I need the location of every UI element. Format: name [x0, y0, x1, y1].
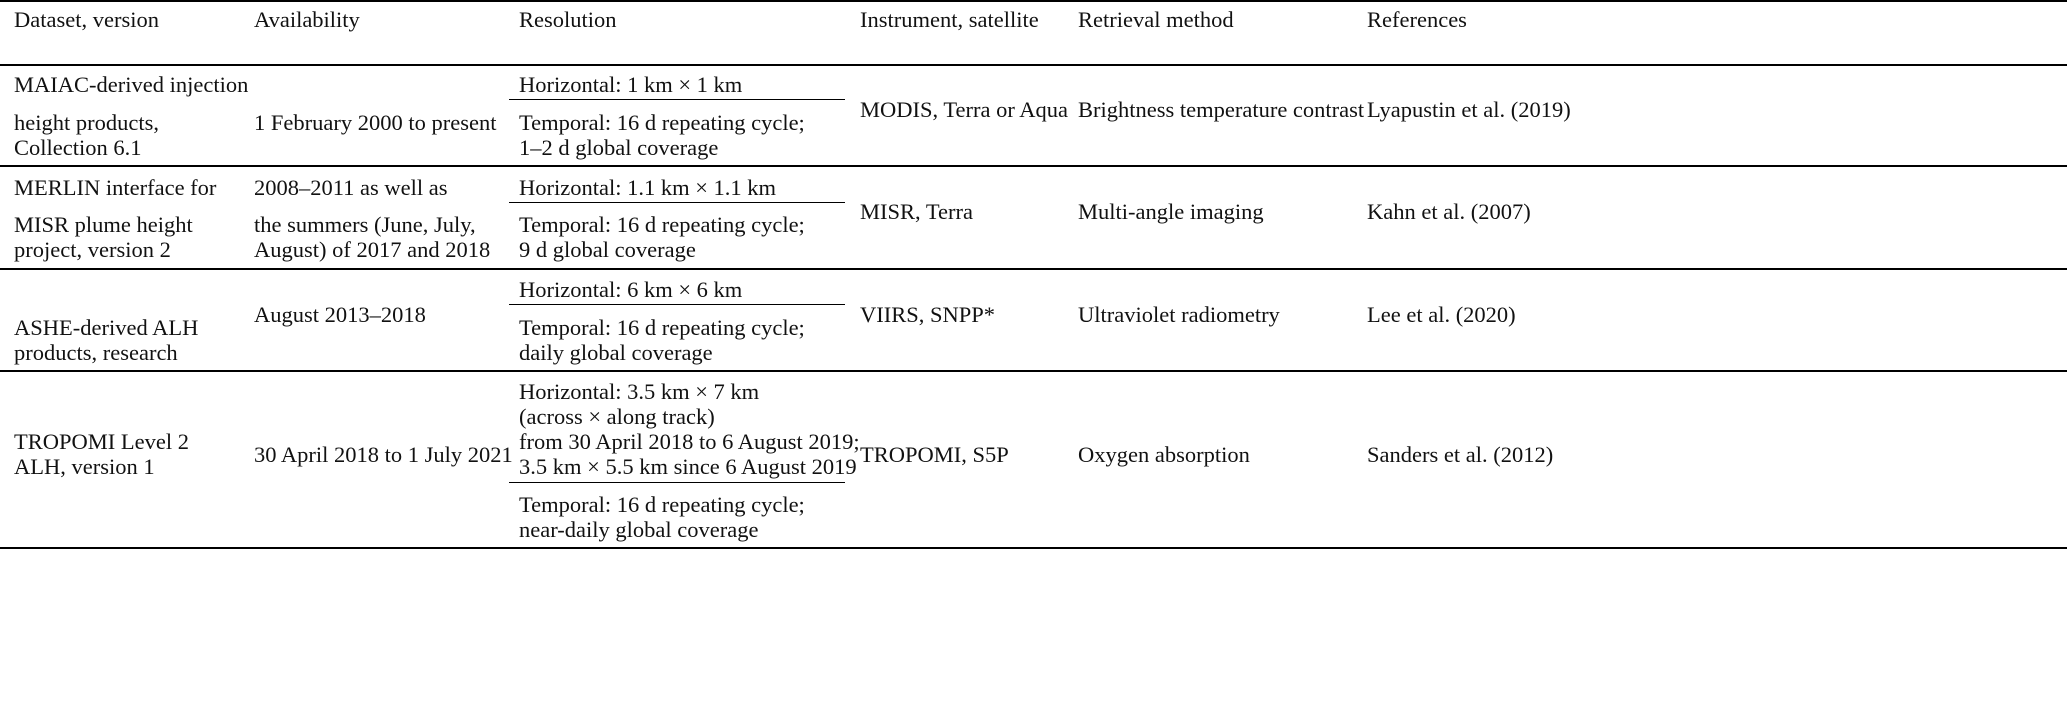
temporal-resolution: Temporal: 16 d repeating cycle;: [519, 492, 805, 517]
temporal-resolution: Temporal: 16 d repeating cycle;: [519, 110, 805, 135]
horizontal-resolution: Horizontal: 1 km × 1 km: [519, 72, 743, 97]
instrument-cell: VIIRS, SNPP*: [860, 302, 996, 327]
reference-cell: Lyapustin et al. (2019): [1367, 97, 1571, 122]
temporal-resolution: Temporal: 16 d repeating cycle;: [519, 212, 805, 237]
method-cell: Multi-angle imaging: [1078, 199, 1264, 224]
temporal-resolution: daily global coverage: [519, 340, 713, 365]
horizontal-resolution: from 30 April 2018 to 6 August 2019;: [519, 429, 860, 454]
row-rule: [0, 370, 2067, 372]
dataset-line: Collection 6.1: [14, 135, 142, 160]
horizontal-resolution: (across × along track): [519, 404, 715, 429]
row-rule: [0, 268, 2067, 270]
resolution-divider: [509, 202, 845, 203]
temporal-resolution: near-daily global coverage: [519, 517, 759, 542]
header-instrument: Instrument, satellite: [860, 7, 1039, 32]
availability-line: August) of 2017 and 2018: [254, 237, 491, 262]
instrument-cell: MODIS, Terra or Aqua: [860, 97, 1068, 122]
instrument-cell: TROPOMI, S5P: [860, 442, 1009, 467]
dataset-line: MISR plume height: [14, 212, 193, 237]
horizontal-resolution: Horizontal: 1.1 km × 1.1 km: [519, 175, 777, 200]
resolution-divider: [509, 99, 845, 100]
dataset-line: TROPOMI Level 2: [14, 429, 189, 454]
header-references: References: [1367, 7, 1467, 32]
availability-line: 1 February 2000 to present: [254, 110, 497, 135]
resolution-divider: [509, 304, 845, 305]
method-cell: Brightness temperature contrast: [1078, 97, 1365, 122]
availability-line: August 2013–2018: [254, 302, 426, 327]
reference-cell: Kahn et al. (2007): [1367, 199, 1531, 224]
availability-line: 2008–2011 as well as: [254, 175, 448, 200]
dataset-line: MAIAC-derived injection: [14, 72, 249, 97]
header-method: Retrieval method: [1078, 7, 1234, 32]
reference-cell: Sanders et al. (2012): [1367, 442, 1554, 467]
header-resolution: Resolution: [519, 7, 617, 32]
header-rule: [0, 64, 2067, 66]
row-rule: [0, 165, 2067, 167]
reference-cell: Lee et al. (2020): [1367, 302, 1516, 327]
table-bottom-rule: [0, 547, 2067, 549]
temporal-resolution: Temporal: 16 d repeating cycle;: [519, 315, 805, 340]
dataset-line: MERLIN interface for: [14, 175, 217, 200]
horizontal-resolution: Horizontal: 3.5 km × 7 km: [519, 379, 760, 404]
resolution-divider: [509, 482, 845, 483]
dataset-line: project, version 2: [14, 237, 171, 262]
dataset-line: ASHE-derived ALH: [14, 315, 199, 340]
method-cell: Ultraviolet radiometry: [1078, 302, 1280, 327]
method-cell: Oxygen absorption: [1078, 442, 1250, 467]
temporal-resolution: 1–2 d global coverage: [519, 135, 719, 160]
table-top-rule: [0, 0, 2067, 2]
horizontal-resolution: 3.5 km × 5.5 km since 6 August 2019: [519, 454, 857, 479]
availability-line: 30 April 2018 to 1 July 2021: [254, 442, 513, 467]
horizontal-resolution: Horizontal: 6 km × 6 km: [519, 277, 743, 302]
dataset-line: products, research: [14, 340, 178, 365]
header-dataset: Dataset, version: [14, 7, 159, 32]
dataset-line: height products,: [14, 110, 159, 135]
dataset-line: ALH, version 1: [14, 454, 155, 479]
instrument-cell: MISR, Terra: [860, 199, 973, 224]
temporal-resolution: 9 d global coverage: [519, 237, 696, 262]
availability-line: the summers (June, July,: [254, 212, 476, 237]
header-availability: Availability: [254, 7, 360, 32]
